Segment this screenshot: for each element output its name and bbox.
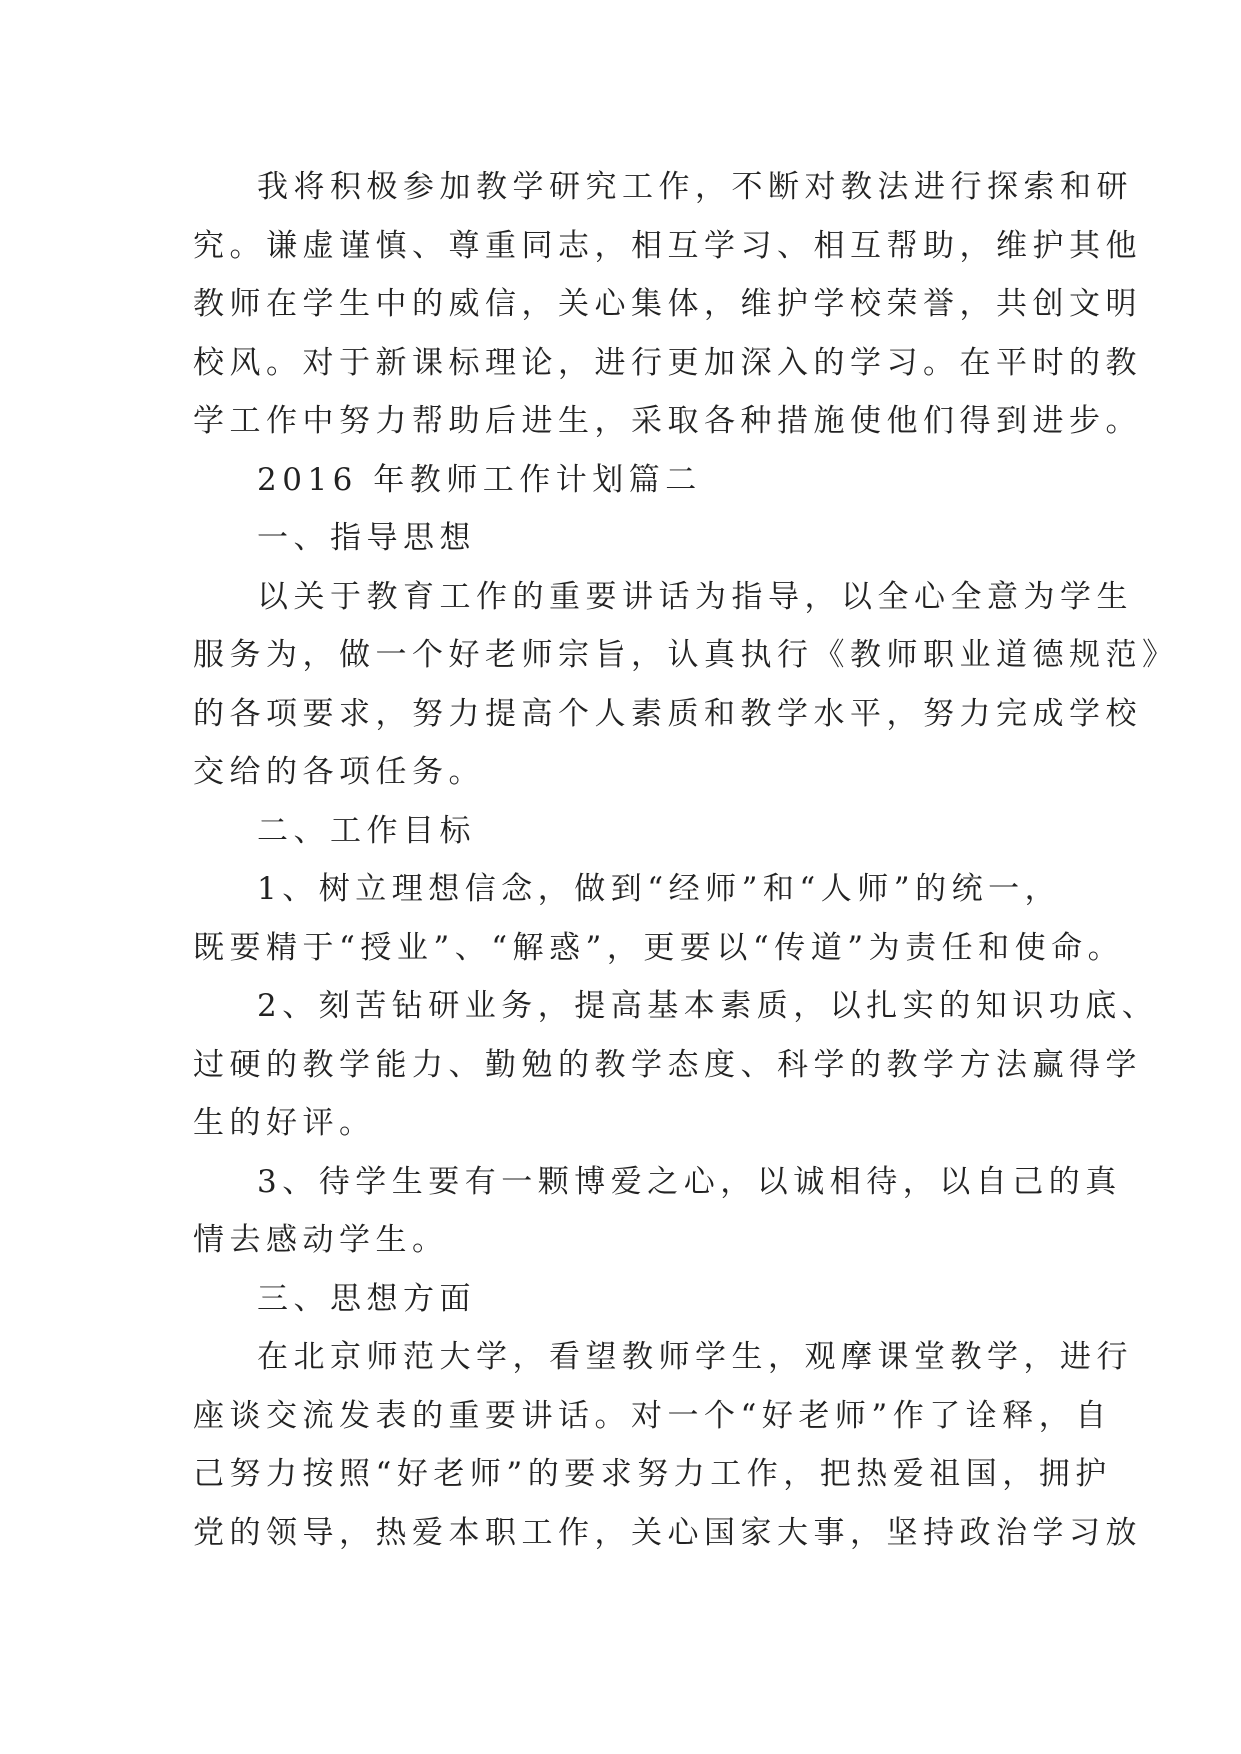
document-body xyxy=(193,158,1179,1562)
text-line: 党的领导，热爱本职工作，关心国家大事，坚持政治学习放 xyxy=(193,1514,1142,1551)
text-line: 在北京师范大学，看望教师学生，观摩课堂教学，进行 xyxy=(257,1339,1133,1375)
text-line: 的各项要求，努力提高个人素质和教学水平，努力完成学校 xyxy=(193,695,1142,732)
text-line: 生的好评。 xyxy=(193,1105,376,1141)
heading-ideology xyxy=(193,1270,1055,1329)
text-line: 服务为，做一个好老师宗旨，认真执行《教师职业道德规范》 xyxy=(193,637,1179,673)
text-line: 己努力按照“好老师”的要求努力工作，把热爱祖国，拥护 xyxy=(193,1456,1112,1492)
text-line: 校风。对于新课标理论，进行更加深入的学习。在平时的教 xyxy=(193,344,1142,381)
text-line: 以关于教育工作的重要讲话为指导，以全心全意为学生 xyxy=(257,578,1133,615)
text-line: 二、工作目标 xyxy=(257,812,476,849)
text-line: 2、刻苦钻研业务，提高基本素质，以扎实的知识功底、 xyxy=(257,988,1159,1024)
text-line: 3、待学生要有一颗博爱之心，以诚相待，以自己的真 xyxy=(257,1163,1122,1200)
text-line: 过硬的教学能力、勤勉的教学态度、科学的教学方法赢得学 xyxy=(193,1046,1142,1083)
text-line: 座谈交流发表的重要讲话。对一个“好老师”作了诠释，自 xyxy=(193,1397,1112,1434)
heading-work-goals xyxy=(193,802,1055,861)
goal-item-1 xyxy=(193,860,1125,977)
text-line: 教师在学生中的威信，关心集体，维护学校荣誉，共创文明 xyxy=(193,286,1142,322)
goal-item-3 xyxy=(193,1153,1122,1270)
text-line: 2016 年教师工作计划篇二 xyxy=(257,461,702,498)
text-line: 交给的各项任务。 xyxy=(193,754,485,790)
text-line: 我将积极参加教学研究工作，不断对教法进行探索和研 xyxy=(257,169,1133,205)
goal-item-2 xyxy=(193,977,1159,1153)
paragraph-guiding-thought xyxy=(193,568,1179,802)
paragraph-ideology xyxy=(193,1328,1142,1562)
text-line: 三、思想方面 xyxy=(257,1280,476,1317)
text-line: 究。谦虚谨慎、尊重同志，相互学习、相互帮助，维护其他 xyxy=(193,227,1142,264)
text-line: 1、树立理想信念，做到“经师”和“人师”的统一， xyxy=(257,871,1062,907)
section-title-plan-two xyxy=(193,451,1055,510)
text-line: 既要精于“授业”、“解惑”，更要以“传道”为责任和使命。 xyxy=(193,929,1125,966)
paragraph-teaching-research xyxy=(193,158,1142,451)
heading-guiding-thought xyxy=(193,509,1055,568)
text-line: 情去感动学生。 xyxy=(193,1222,449,1258)
text-line: 学工作中努力帮助后进生，采取各种措施使他们得到进步。 xyxy=(193,403,1142,439)
text-line: 一、指导思想 xyxy=(257,520,476,556)
